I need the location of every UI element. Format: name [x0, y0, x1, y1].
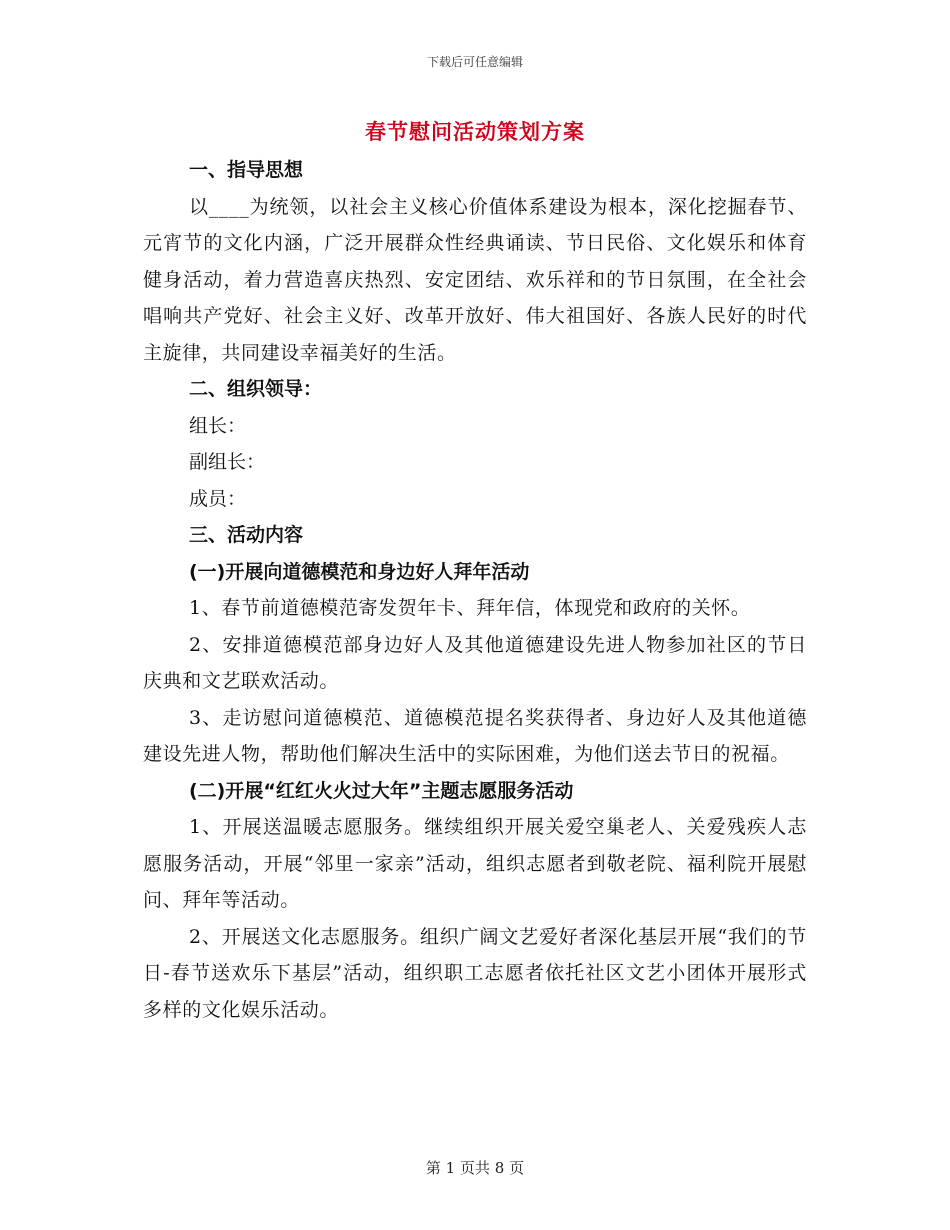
- paragraph-volunteer-1: 1、开展送温暖志愿服务。继续组织开展关爱空巢老人、关爱残疾人志愿服务活动，开展“邻里一家亲”活动，组织志愿者到敬老院、福利院开展慰问、拜年等活动。: [143, 816, 807, 911]
- section-heading-guiding-ideology: 一、指导思想: [189, 159, 304, 181]
- org-leader-line: 组长：: [189, 414, 247, 437]
- section-heading-activities: 三、活动内容: [189, 524, 304, 546]
- page-footer: 第 1 页共 8 页: [425, 1159, 525, 1177]
- header-note: 下载后可任意编辑: [426, 55, 523, 69]
- org-members-line: 成员：: [189, 487, 247, 510]
- paragraph-guiding-ideology: 以____为统领，以社会主义核心价值体系建设为根本，深化挖掘春节、元宵节的文化内涵，广泛开展群众性经典诵读、节日民俗、文化娱乐和体育健身活动，着力营造喜庆热烈、安定团结、欢乐祥和的节日氛围，在全社会唱响共产党好、社会主义好、改革开放好、伟大祖国好、各族人民好的时代主旋律，共同建设幸福美好的生活。: [143, 195, 807, 364]
- subsection-heading-volunteer-service: (二)开展“红红火火过大年”主题志愿服务活动: [189, 779, 574, 802]
- document-body: [143, 152, 807, 1028]
- subsection-heading-moral-models: (一)开展向道德模范和身边好人拜年活动: [189, 560, 530, 583]
- org-deputy-line: 副组长：: [189, 451, 266, 473]
- paragraph-moral-models-2: 2、安排道德模范部身边好人及其他道德建设先进人物参加社区的节日庆典和文艺联欢活动。: [143, 633, 807, 692]
- paragraph-moral-models-3: 3、走访慰问道德模范、道德模范提名奖获得者、身边好人及其他道德建设先进人物，帮助他们解决生活中的实际困难，为他们送去节日的祝福。: [143, 706, 807, 765]
- document-title: 春节慰问活动策划方案: [365, 120, 585, 144]
- section-heading-organization: 二、组织领导：: [189, 378, 323, 400]
- paragraph-volunteer-2: 2、开展送文化志愿服务。组织广阔文艺爱好者深化基层开展“我们的节日-春节送欢乐下基层”活动，组织职工志愿者依托社区文艺小团体开展形式多样的文化娱乐活动。: [143, 925, 807, 1021]
- paragraph-moral-models-1: 1、春节前道德模范寄发贺年卡、拜年信，体现党和政府的关怀。: [189, 597, 751, 619]
